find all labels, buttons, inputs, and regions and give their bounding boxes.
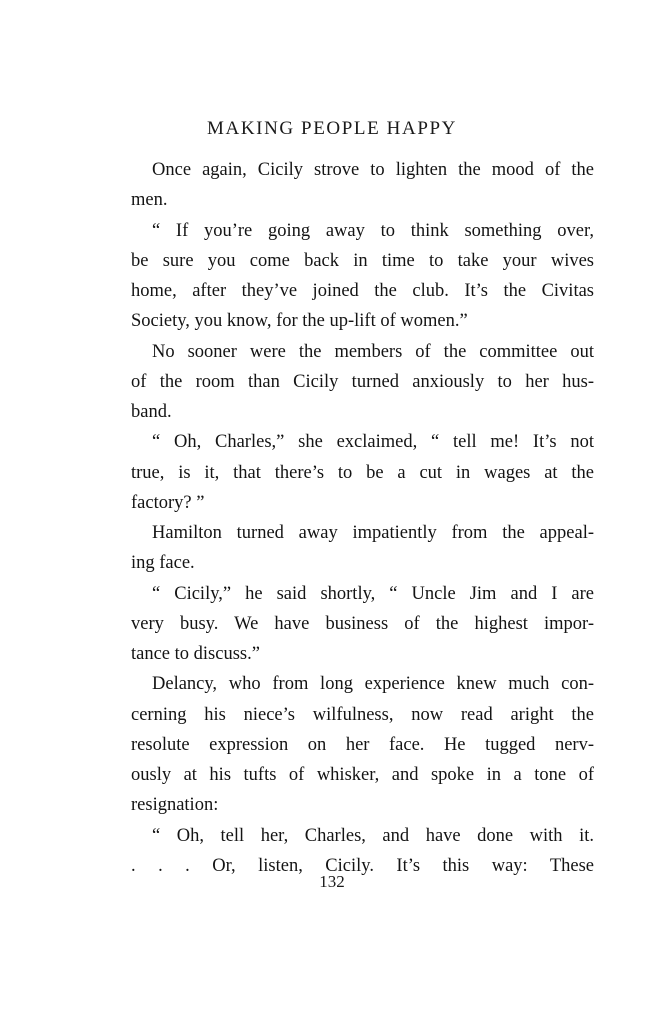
- running-head: MAKING PEOPLE HAPPY: [207, 118, 457, 139]
- text-line: Delancy, who from long experience knew much con-: [152, 674, 594, 695]
- text-line: be sure you come back in time to take your wives: [131, 250, 594, 271]
- text-line: Society, you know, for the up-lift of women.”: [131, 311, 468, 332]
- text-line: factory? ”: [131, 492, 205, 513]
- text-line: men.: [131, 190, 168, 211]
- text-line: . . . Or, listen, Cicily. It’s this way: These: [131, 855, 594, 876]
- text-line: ing face.: [131, 553, 195, 574]
- text-line: No sooner were the members of the committee out: [152, 341, 594, 362]
- text-line: true, is it, that there’s to be a cut in wages at the: [131, 462, 594, 483]
- text-line: home, after they’ve joined the club. It’s the Civitas: [131, 281, 594, 301]
- text-line: tance to discuss.”: [131, 644, 260, 664]
- text-line: resignation:: [131, 795, 219, 816]
- text-line: “ If you’re going away to think something over,: [152, 220, 594, 241]
- body-text: [131, 155, 594, 881]
- text-line: “ Oh, tell her, Charles, and have done with it.: [152, 825, 594, 846]
- text-line: cerning his niece’s wilfulness, now read aright the: [131, 704, 594, 725]
- text-line: Hamilton turned away impatiently from the appeal-: [152, 523, 594, 543]
- text-line: “ Cicily,” he said shortly, “ Uncle Jim and I are: [152, 583, 594, 604]
- text-line: “ Oh, Charles,” she exclaimed, “ tell me! It’s not: [152, 432, 594, 453]
- text-line: Once again, Cicily strove to lighten the mood of the: [152, 160, 594, 180]
- text-line: ously at his tufts of whisker, and spoke in a tone of: [131, 765, 594, 785]
- page-number: 132: [319, 872, 345, 891]
- text-line: of the room than Cicily turned anxiously to her hus-: [131, 371, 594, 392]
- text-line: very busy. We have business of the highest impor-: [131, 613, 594, 634]
- text-line: band.: [131, 402, 172, 422]
- text-line: resolute expression on her face. He tugged nerv-: [131, 734, 594, 755]
